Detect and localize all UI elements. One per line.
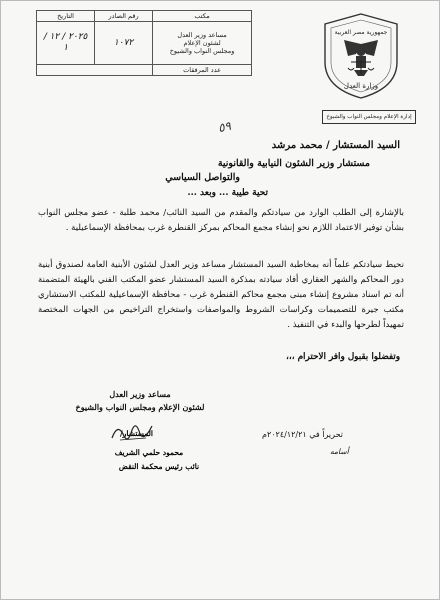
office-line: مساعد وزير العدل bbox=[177, 30, 227, 39]
ministry-emblem-logo bbox=[318, 10, 404, 102]
outgoing-date-value: ٢٠٢٥ / ١٢ / ١ bbox=[37, 22, 95, 65]
office-cell bbox=[153, 22, 252, 65]
body-paragraph-2: نحيط سيادتكم علماً أنه بمخاطبة السيد المستشار مساعد وزير العدل لشئون الأبنية العامة لصندوق أبنية دور المحاكم والشهر العقاري أفاد سيادته بمذكرة السيد المستشار عضو المكتب الفني بالهيئة المتضمنة أنه تم اسناد مشروع إنشاء مبنى مجمع محاكم القنطرة غرب - محافظة الإسماعيلية للمكتب الاستشاري مكتب جيرة للتصميمات وكراسات الشروط والمواصفات واستخراج التراخيص من الجهات المختصة تمهيداً لطرحها والبدء في التنفيذ . bbox=[38, 260, 404, 330]
office-line: لشئون الإعلام bbox=[183, 39, 221, 48]
date-column-header: التاريخ bbox=[37, 11, 95, 22]
signatory-position: نائب رئيس محكمة النقض bbox=[118, 462, 200, 471]
signatory-title bbox=[60, 388, 220, 414]
addressee-title-line1: مستشار وزير الشئون النيابية والقانونية bbox=[217, 158, 370, 169]
salutation: السيد المستشار / محمد مرشد bbox=[271, 140, 400, 151]
handwritten-reference-number: ٥٩ bbox=[216, 118, 233, 136]
closing-line: وتفضلوا بقبول وافر الاحترام ،،، bbox=[286, 352, 400, 362]
office-column-header: مكتب bbox=[153, 11, 252, 22]
signatory-title-line1: مساعد وزير العدل bbox=[109, 389, 171, 399]
attachments-value bbox=[37, 65, 153, 76]
body-paragraph-1: بالإشارة إلى الطلب الوارد من سيادتكم والمقدم من السيد النائب/ محمد طلبة - عضو مجلس النواب بشأن توفير الاعتماد اللازم نحو إنشاء مجمع المحاكم بمركز القنطرة غرب بمحافظة الإسماعيلية . bbox=[38, 208, 404, 233]
department-caption: إدارة الإعلام ومجلس النواب والشيوخ bbox=[322, 110, 416, 124]
emblem-text: جمهورية مصر العربية bbox=[334, 29, 388, 36]
ministry-name: وزارة العدل bbox=[343, 82, 379, 90]
outgoing-number-value: ١٠٧٢ bbox=[95, 22, 153, 65]
issue-date: تحريراً في ٢٠٢٤/١٢/٢١م bbox=[262, 430, 343, 439]
greeting: تحية طيبة ... وبعد ... bbox=[187, 188, 268, 198]
handwritten-signature bbox=[108, 418, 156, 446]
scales-of-justice-icon bbox=[348, 60, 374, 74]
signatory-name: محمود حلمي الشريف bbox=[114, 448, 184, 457]
signatory-title-line2: لشئون الإعلام ومجلس النواب والشيوخ bbox=[75, 402, 205, 412]
office-line: ومجلس النواب والشيوخ bbox=[169, 47, 235, 56]
signatory-role: المستشار/ bbox=[120, 429, 153, 438]
header-info-table bbox=[36, 10, 252, 76]
attachments-label: عدد المرفقات bbox=[153, 65, 252, 76]
number-column-header: رقم الصادر bbox=[95, 11, 153, 22]
clerk-note: أسامه bbox=[330, 447, 349, 456]
addressee-title-line2: والتواصل السياسي bbox=[165, 172, 240, 183]
